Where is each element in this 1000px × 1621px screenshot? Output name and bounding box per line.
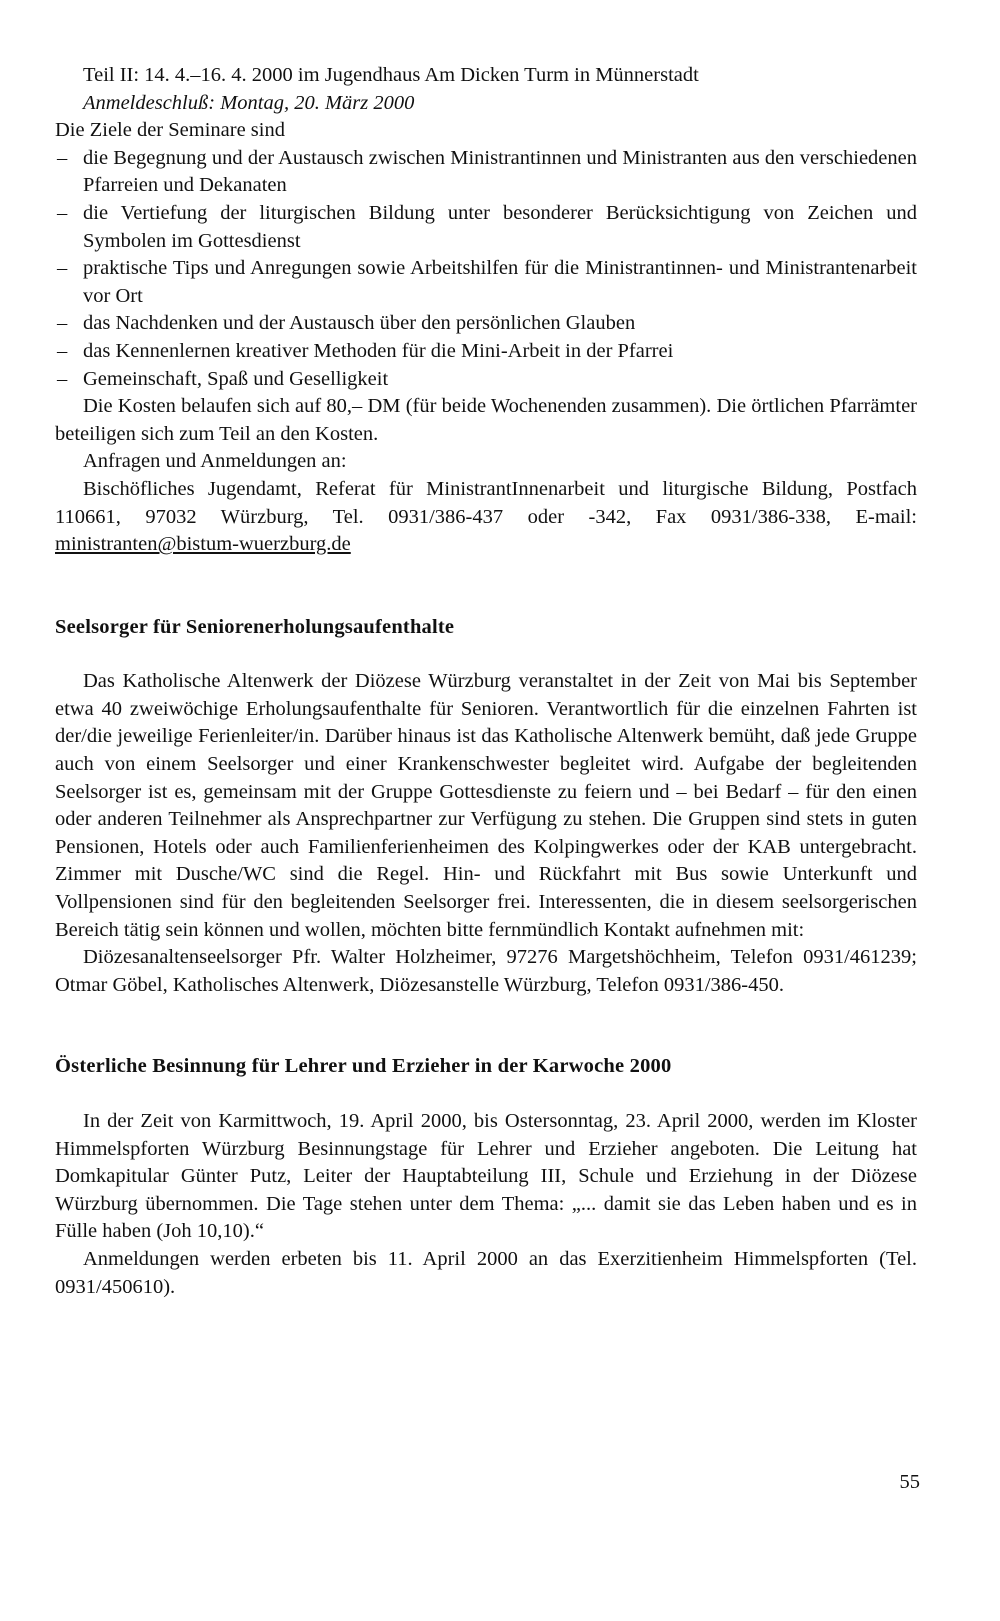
email-link[interactable]: ministranten@bistum-wuerzburg.de: [55, 533, 351, 556]
list-item: – die Vertiefung der liturgischen Bildung unter besonderer Berücksichtigung von Zeichen und Symbolen im Gottesdienst: [55, 200, 917, 255]
section-heading-easter: Österliche Besinnung für Lehrer und Erzieher in der Karwoche 2000: [55, 1055, 672, 1078]
costs-paragraph: Die Kosten belaufen sich auf 80,– DM (für beide Wochenenden zusammen). Die örtlichen Pfarrämter beteiligen sich zum Teil an den Kosten.: [55, 395, 917, 445]
page-content: [55, 62, 917, 1301]
goals-list: [55, 145, 917, 393]
list-item: – das Nachdenken und der Austausch über den persönlichen Glauben: [55, 310, 917, 338]
list-item: – die Begegnung und der Austausch zwischen Ministrantinnen und Ministranten aus den verschiedenen Pfarreien und Dekanaten: [55, 145, 917, 200]
contact-text: Bischöfliches Jugendamt, Referat für MinistrantInnenarbeit und liturgische Bildung, Postfach 110661, 97032 Würzburg, Tel. 0931/386-437 oder -342, Fax 0931/386-338, E-mail:: [55, 477, 917, 528]
seminar-part-two: Teil II: 14. 4.–16. 4. 2000 im Jugendhaus Am Dicken Turm in Münnerstadt: [83, 64, 699, 86]
registration-deadline: Anmeldeschluß: Montag, 20. März 2000: [83, 91, 415, 114]
list-item: – Gemeinschaft, Spaß und Geselligkeit: [55, 366, 917, 394]
list-item: – praktische Tips und Anregungen sowie Arbeitshilfen für die Ministrantinnen- und Ministrantenarbeit vor Ort: [55, 255, 917, 310]
list-item: – das Kennenlernen kreativer Methoden für die Mini-Arbeit in der Pfarrei: [55, 338, 917, 366]
easter-paragraph: In der Zeit von Karmittwoch, 19. April 2000, bis Ostersonntag, 23. April 2000, werden im Kloster Himmelspforten Würzburg Besinnungstage für Lehrer und Erzieher angeboten. Die Leitung hat Domkapitular Günter Putz, Leiter der Hauptabteilung III, Schule und Erziehung in der Diözese Würzburg übernommen. Die Tage stehen unter dem Thema: „... damit sie das Leben haben und es in Fülle haben (Joh 10,10).“: [55, 1110, 917, 1243]
goals-intro: Die Ziele der Seminare sind: [55, 119, 285, 142]
seniors-paragraph: Das Katholische Altenwerk der Diözese Würzburg veranstaltet in der Zeit von Mai bis September etwa 40 zweiwöchige Erholungsaufenthalte für Senioren. Verantwortlich für die einzelnen Fahrten ist der/die jeweilige Ferienleiter/in. Darüber hinaus ist das Katholische Altenwerk bemüht, daß jede Gruppe auch von einem Seelsorger und einer Krankenschwester begleitet wird. Aufgabe der begleitenden Seelsorger ist es, gemeinsam mit der Gruppe Gottesdienste zu feiern und – bei Bedarf – für den einen oder anderen Teilnehmer als Ansprechpartner zur Verfügung zu stehen. Die Gruppen sind stets in guten Pensionen, Hotels oder auch Familienferienheimen des Kolpingwerkes oder der KAB untergebracht. Zimmer mit Dusche/WC sind die Regel. Hin- und Rückfahrt mit Bus sowie Unterkunft und Vollpensionen sind für den begleitenden Seelsorger frei. Interessenten, die in diesem seelsorgerischen Bereich tätig sein können und wollen, möchten bitte fernmündlich Kontakt aufnehmen mit:: [55, 670, 917, 941]
section-heading-seniors: Seelsorger für Seniorenerholungsaufenthalte: [55, 615, 455, 638]
inquiries-line: Anfragen und Anmeldungen an:: [83, 450, 347, 473]
easter-registration: Anmeldungen werden erbeten bis 11. April 2000 an das Exerzitienheim Himmelspforten (Tel. 0931/450610).: [55, 1247, 917, 1298]
contact-paragraph: [55, 476, 917, 559]
seniors-contact: Diözesanaltenseelsorger Pfr. Walter Holzheimer, 97276 Margetshöchheim, Telefon 0931/461239; Otmar Göbel, Katholisches Altenwerk, Diözesanstelle Würzburg, Telefon 0931/386-450.: [55, 946, 917, 996]
page-number: 55: [899, 1471, 920, 1493]
